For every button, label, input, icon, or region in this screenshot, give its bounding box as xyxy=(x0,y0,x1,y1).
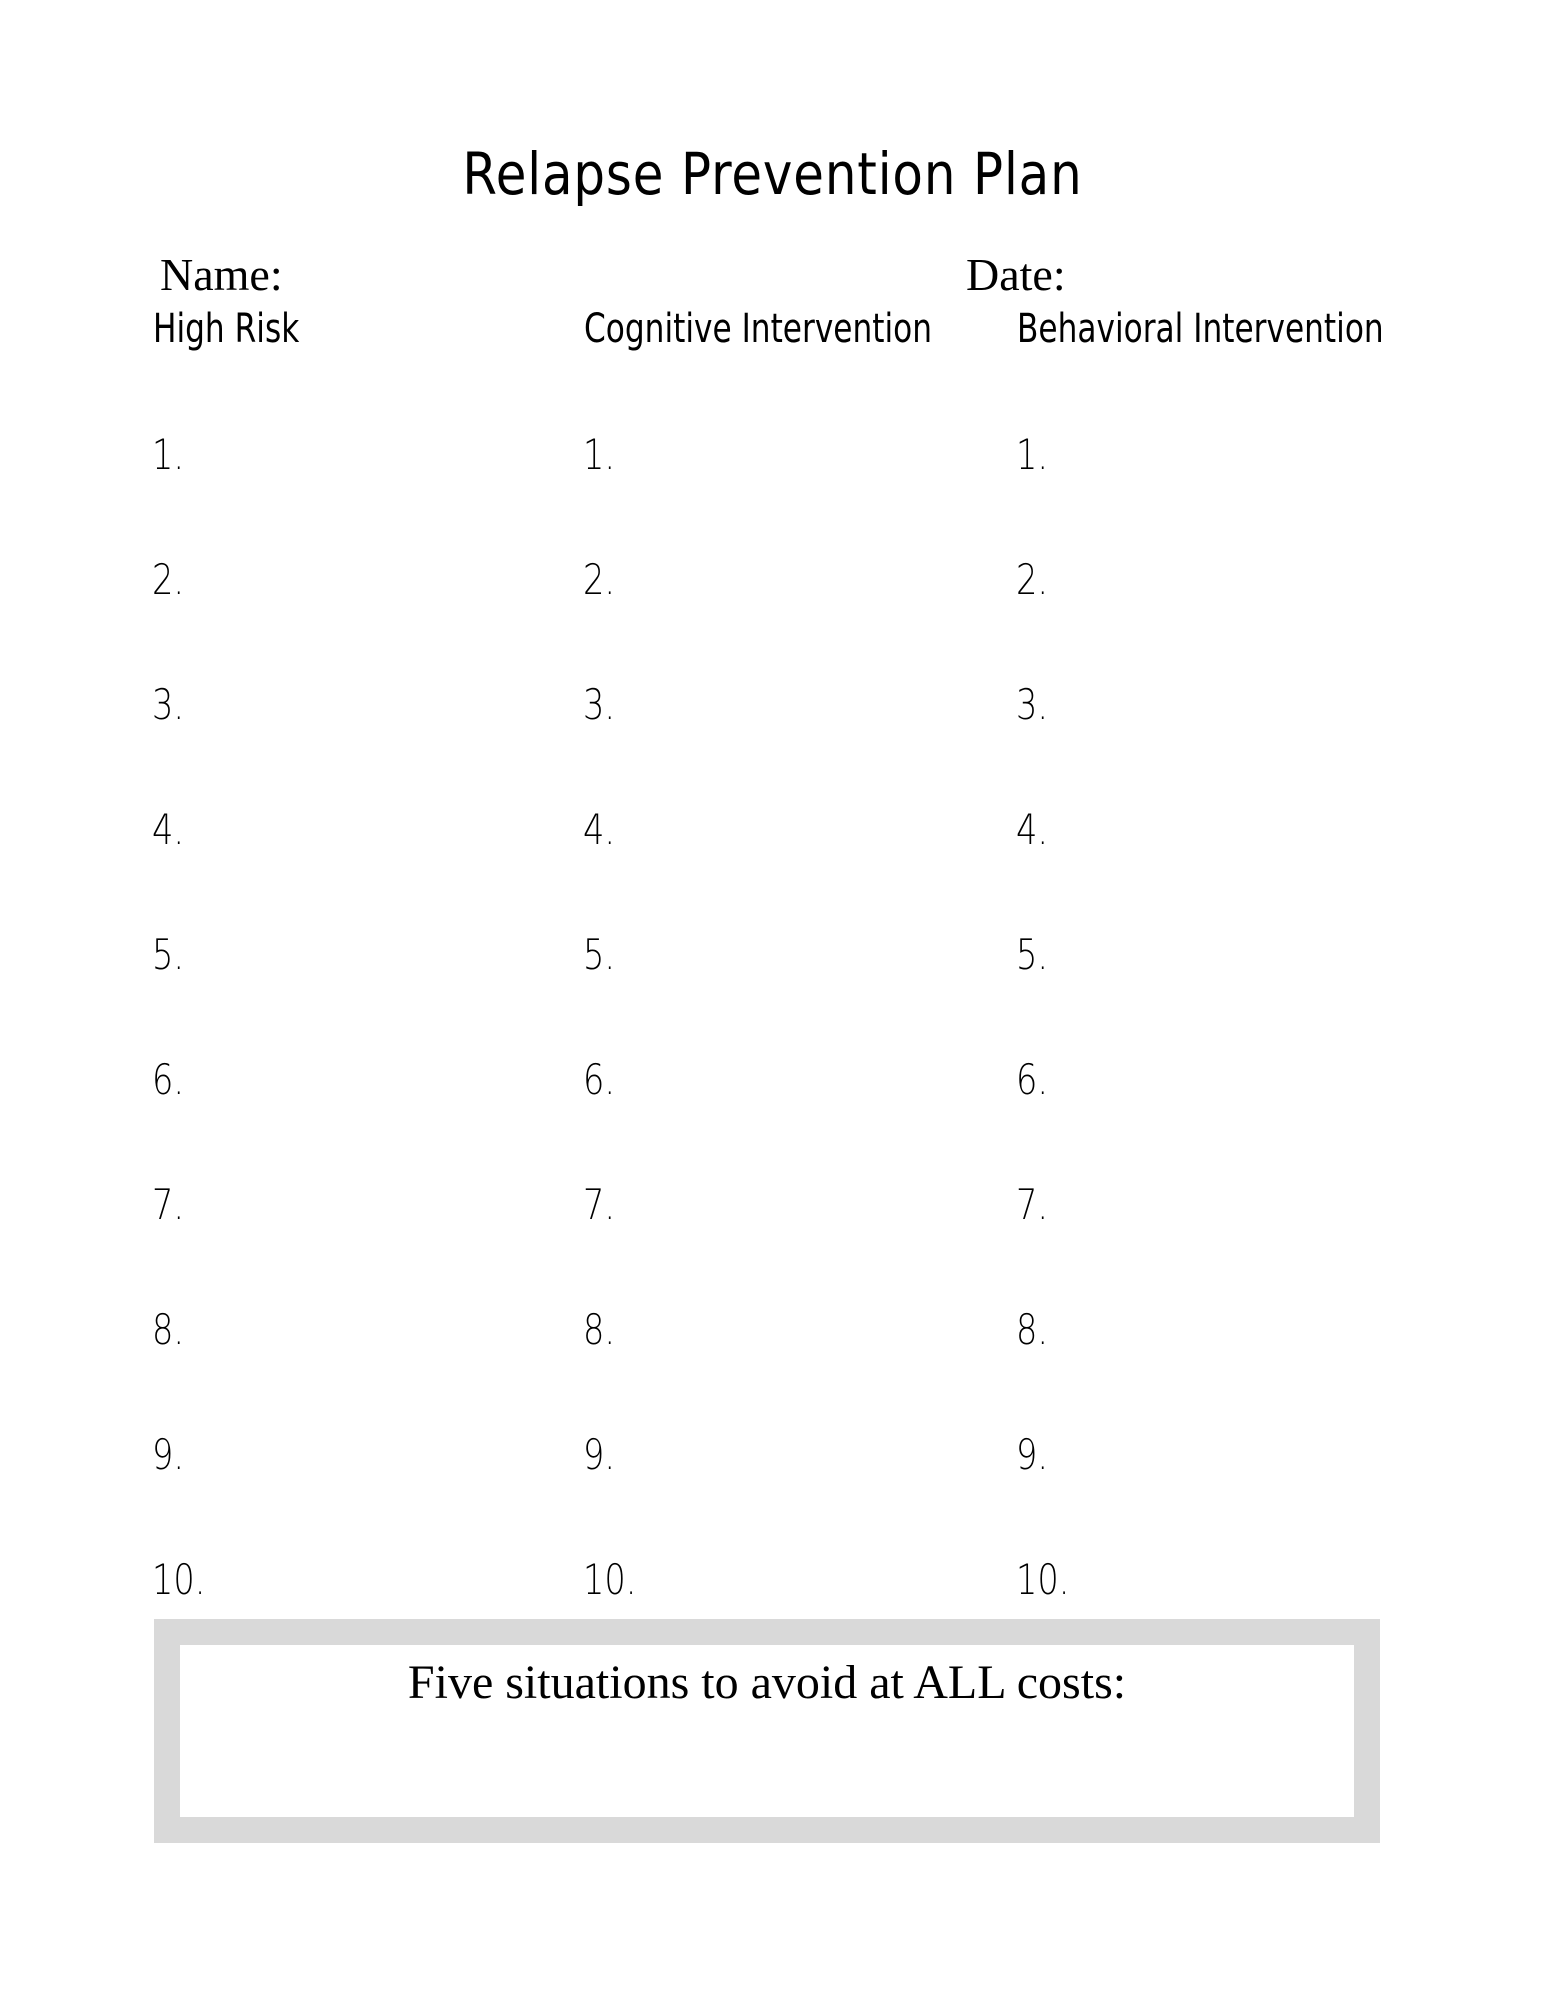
list-item: 4. xyxy=(152,805,185,854)
avoid-situations-box xyxy=(154,1619,1380,1843)
list-item: 5. xyxy=(1016,930,1049,979)
list-item: 6. xyxy=(152,1055,185,1104)
list-item: 7. xyxy=(1016,1180,1049,1229)
list-item: 8. xyxy=(152,1305,185,1354)
list-item: 10. xyxy=(1016,1555,1070,1604)
list-item: 9. xyxy=(1016,1430,1049,1479)
column-heading-high-risk: High Risk xyxy=(153,306,300,352)
list-item: 5. xyxy=(152,930,185,979)
name-label: Name: xyxy=(160,249,283,300)
list-item: 2. xyxy=(1016,555,1049,604)
list-item: 7. xyxy=(583,1180,616,1229)
behavioral-intervention-list xyxy=(1016,430,1083,1680)
list-item: 6. xyxy=(583,1055,616,1104)
list-item: 1. xyxy=(583,430,616,479)
list-item: 4. xyxy=(583,805,616,854)
list-item: 8. xyxy=(583,1305,616,1354)
list-item: 9. xyxy=(583,1430,616,1479)
list-item: 2. xyxy=(152,555,185,604)
list-item: 3. xyxy=(583,680,616,729)
avoid-situations-title: Five situations to avoid at ALL costs: xyxy=(407,1656,1127,1709)
high-risk-list xyxy=(152,430,219,1680)
list-item: 10. xyxy=(583,1555,637,1604)
page-title: Relapse Prevention Plan xyxy=(462,140,1083,208)
list-item: 7. xyxy=(152,1180,185,1229)
date-label: Date: xyxy=(966,249,1066,300)
list-item: 8. xyxy=(1016,1305,1049,1354)
cognitive-intervention-list xyxy=(583,430,650,1680)
list-item: 9. xyxy=(152,1430,185,1479)
list-item: 4. xyxy=(1016,805,1049,854)
list-item: 6. xyxy=(1016,1055,1049,1104)
list-item: 10. xyxy=(152,1555,206,1604)
list-item: 1. xyxy=(1016,430,1049,479)
list-item: 3. xyxy=(152,680,185,729)
list-item: 5. xyxy=(583,930,616,979)
list-item: 1. xyxy=(152,430,185,479)
column-heading-behavioral-intervention: Behavioral Intervention xyxy=(1017,306,1384,352)
list-item: 2. xyxy=(583,555,616,604)
list-item: 3. xyxy=(1016,680,1049,729)
column-heading-cognitive-intervention: Cognitive Intervention xyxy=(584,306,933,352)
